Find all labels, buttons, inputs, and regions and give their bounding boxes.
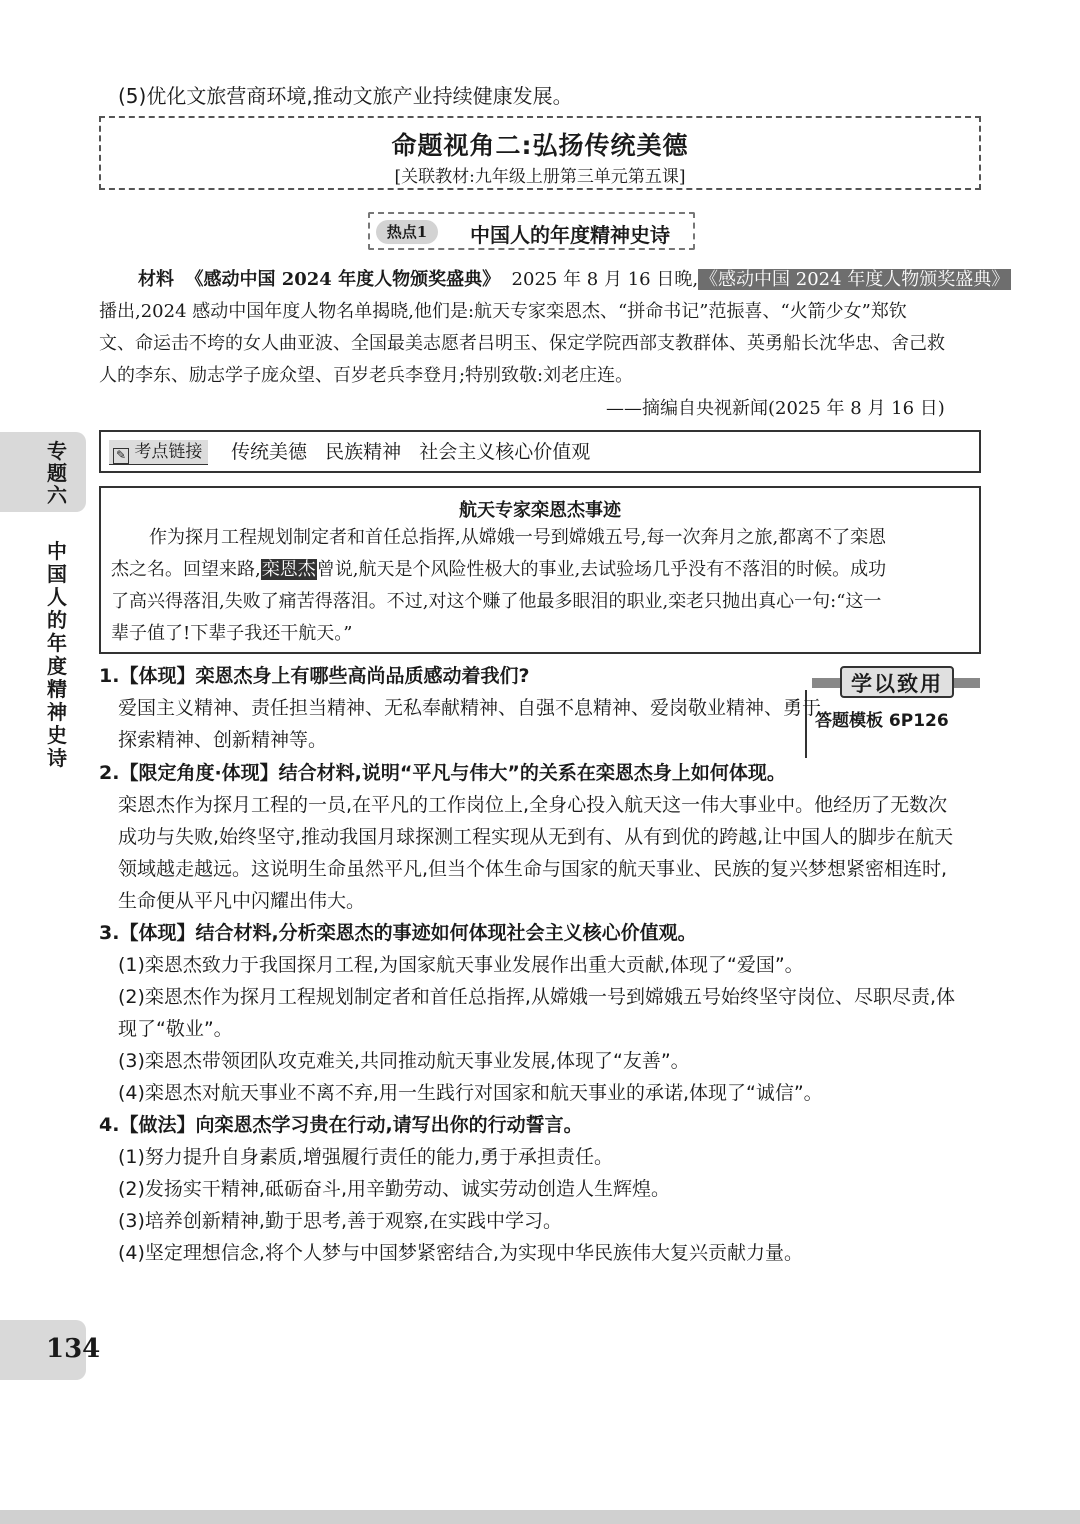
question-3: 3.【体现】结合材料,分析栾恩杰的事迹如何体现社会主义核心价值观。 [99,922,697,944]
story-line-3: 了高兴得落泪,失败了痛苦得落泪。不过,对这个赚了他最多眼泪的职业,栾老只抛出真心一句:“这一 [111,591,882,612]
answer-template-ref: 答题模板 6P126 [815,711,949,731]
badge-wing-right [954,678,980,688]
practice-badge [812,666,980,698]
answer-4-line-1: (1)努力提升自身素质,增强履行责任的能力,勇于承担责任。 [118,1146,613,1168]
story-highlight: 栾恩杰 [261,559,316,580]
kaodian-items: 传统美德 民族精神 社会主义核心价值观 [231,441,591,463]
story-box [99,486,981,654]
material-name: 《感动中国 2024 年度人物颁奖盛典》 [185,269,501,290]
answer-3-line-1: (1)栾恩杰致力于我国探月工程,为国家航天事业发展作出重大贡献,体现了“爱国”。 [118,954,804,976]
story-line-4: 辈子值了!下辈子我还干航天。” [111,623,353,644]
material-line-2: 播出,2024 感动中国年度人物名单揭晓,他们是:航天专家栾恩杰、“拼命书记”范振喜、“火箭少女”郑钦 [99,301,907,322]
answer-2-line-4: 生命便从平凡中闪耀出伟大。 [118,890,366,912]
material-label: 材料 [138,269,174,290]
material-line-4: 人的李东、励志学子庞众望、百岁老兵李登月;特别致敬:刘老庄连。 [99,365,634,386]
answer-3-line-3: 现了“敬业”。 [118,1018,233,1040]
material-line-1 [138,268,1011,292]
hot-point-title: 中国人的年度精神史诗 [470,223,670,247]
story-line-2b: 曾说,航天是个风险性极大的事业,去试验场几乎没有不落泪的时候。成功 [316,559,887,580]
page-number: 134 [46,1334,101,1364]
material-source: ——摘编自央视新闻(2025 年 8 月 16 日) [606,398,945,419]
material-date: 2025 年 8 月 16 日晚, [511,269,699,290]
hot-point-header [368,212,695,250]
side-vertical-title: 中 国 人 的 年 度 精 神 史 诗 [47,539,67,770]
material-highlight: 《感动中国 2024 年度人物颁奖盛典》 [700,269,1010,290]
badge-wing-left [812,678,840,688]
section-title-box [99,116,981,190]
hot-point-badge: 热点1 [376,220,438,244]
answer-2-line-2: 成功与失败,始终坚守,推动我国月球探测工程实现从无到有、从有到优的跨越,让中国人的脚步在航天 [118,826,954,848]
kaodian-link-box [99,430,981,473]
previous-answer-line: (5)优化文旅营商环境,推动文旅产业持续健康发展。 [118,84,573,108]
side-tab-label: 专 题 六 [47,439,67,507]
story-line-2 [111,558,886,582]
answer-1-line-1: 爱国主义精神、责任担当精神、无私奉献精神、自强不息精神、爱岗敬业精神、勇于 [118,697,822,719]
answer-2-line-3: 领域越走越远。这说明生命虽然平凡,但当个体生命与国家的航天事业、民族的复兴梦想紧密相连时, [118,858,948,880]
question-4: 4.【做法】向栾恩杰学习贵在行动,请写出你的行动誓言。 [99,1114,583,1136]
pencil-icon: ✎ [113,448,129,464]
kaodian-label [109,440,208,465]
answer-4-line-4: (4)坚定理想信念,将个人梦与中国梦紧密结合,为实现中华民族伟大复兴贡献力量。 [118,1242,803,1264]
story-line-1: 作为探月工程规划制定者和首任总指挥,从嫦娥一号到嫦娥五号,每一次奔月之旅,都离不了栾恩 [149,527,887,548]
question-1: 1.【体现】栾恩杰身上有哪些高尚品质感动着我们? [99,665,530,687]
story-title: 航天专家栾恩杰事迹 [459,500,621,521]
question-2: 2.【限定角度·体现】结合材料,说明“平凡与伟大”的关系在栾恩杰身上如何体现。 [99,762,786,784]
section-subtitle: [关联教材:九年级上册第三单元第五课] [394,167,686,187]
practice-badge-text: 学以致用 [851,672,943,696]
kaodian-label-text: 考点链接 [134,442,203,462]
bottom-edge [0,1510,1080,1524]
answer-3-line-4: (3)栾恩杰带领团队攻克难关,共同推动航天事业发展,体现了“友善”。 [118,1050,690,1072]
story-line-2a: 杰之名。回望来路, [111,559,261,580]
answer-3-line-2: (2)栾恩杰作为探月工程规划制定者和首任总指挥,从嫦娥一号到嫦娥五号始终坚守岗位、尽职尽责,体 [118,986,955,1008]
answer-4-line-2: (2)发扬实干精神,砥砺奋斗,用辛勤劳动、诚实劳动创造人生辉煌。 [118,1178,670,1200]
answer-1-line-2: 探索精神、创新精神等。 [118,729,328,751]
answer-3-line-5: (4)栾恩杰对航天事业不离不弃,用一生践行对国家和航天事业的承诺,体现了“诚信”。 [118,1082,823,1104]
answer-4-line-3: (3)培养创新精神,勤于思考,善于观察,在实践中学习。 [118,1210,563,1232]
answer-2-line-1: 栾恩杰作为探月工程的一员,在平凡的工作岗位上,全身心投入航天这一伟大事业中。他经历了无数次 [118,794,948,816]
material-line-3: 文、命运击不垮的女人曲亚波、全国最美志愿者吕明玉、保定学院西部支教群体、英勇船长沈华忠、舍己救 [99,333,945,354]
section-title: 命题视角二:弘扬传统美德 [391,131,689,160]
